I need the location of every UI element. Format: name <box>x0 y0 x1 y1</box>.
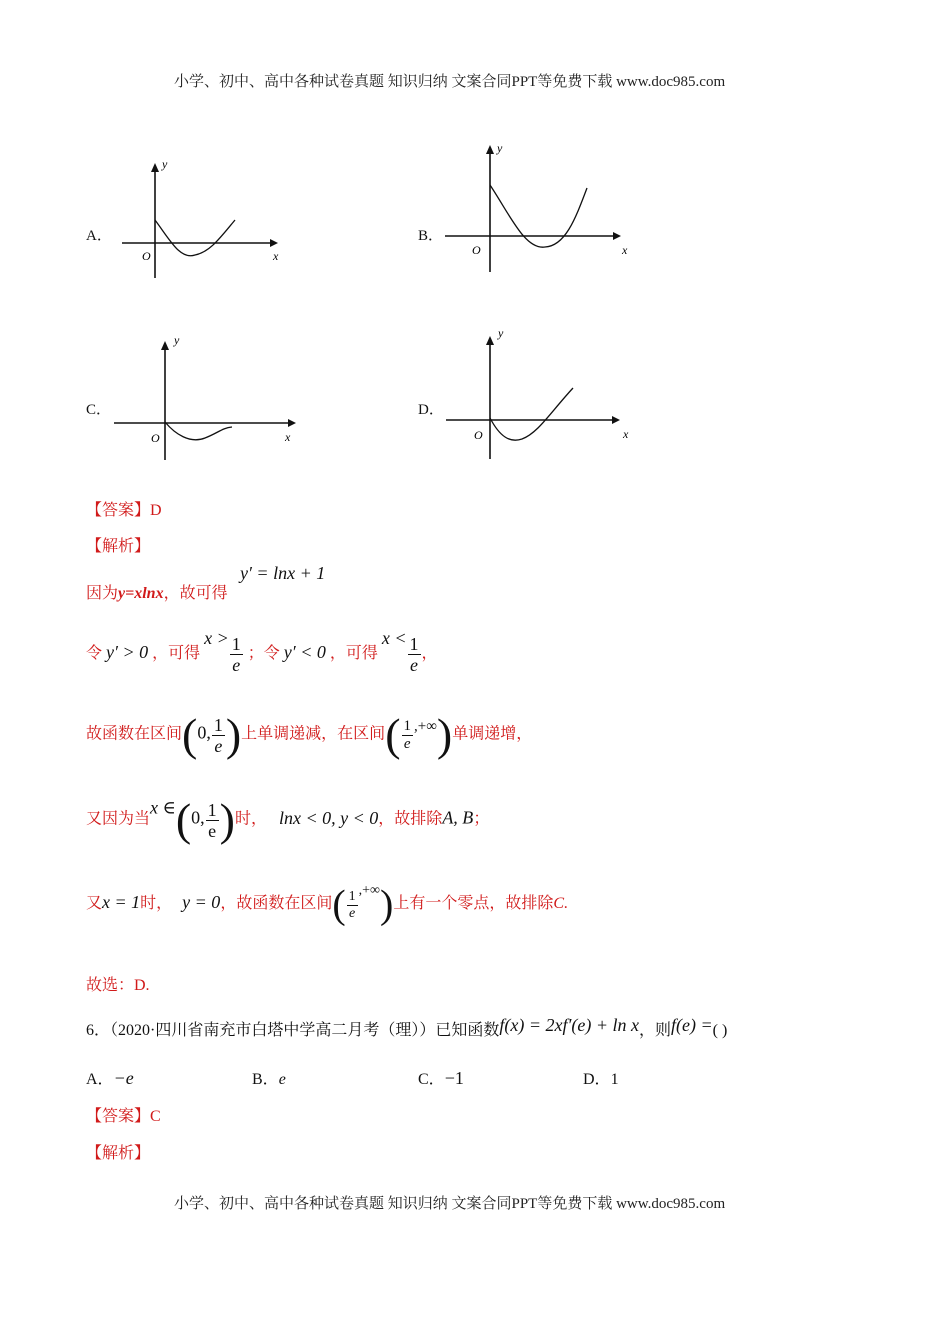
q6-source: （2020·四川省南充市白塔中学高二月考（理））已知函数 <box>110 1022 500 1039</box>
graph-d-x-label: x <box>623 427 629 441</box>
q6-function: f(x) = 2xf′(e) + ln x <box>499 1015 640 1035</box>
sol-l2-ling: 令 <box>86 645 103 662</box>
sol-l3-t3: 单调递增， <box>452 725 533 743</box>
graph-a-y-label: y <box>162 157 168 171</box>
page-header: 小学、初中、高中各种试卷真题 知识归纳 文案合同PPT等免费下载 www.doc985.com <box>174 74 726 90</box>
analysis-2-tag: 【解析】 <box>86 1145 151 1162</box>
solution-line-2 <box>86 628 438 674</box>
fraction-interval-1: $\frac{1}{e}$ <box>213 714 223 756</box>
fraction-interval-2: $\frac{1}{e}$ <box>403 717 412 752</box>
graph-label-a: A． <box>86 228 112 244</box>
graph-b <box>435 140 645 285</box>
analysis-1-tag: 【解析】 <box>86 538 151 555</box>
sol-l5-inf: ,+∞ <box>358 883 381 898</box>
q6-option-c: C．−1 <box>418 1068 464 1088</box>
question-6 <box>86 1015 727 1040</box>
graph-a-origin: O <box>142 249 151 263</box>
fraction-interval-4: $\frac{1}{e}$ <box>348 889 356 921</box>
sol-l2-x1: x > <box>204 628 229 648</box>
sol-l4-t1: 又因为当 <box>86 810 151 828</box>
sol-l3-t2: 上单调递减，在区间 <box>241 725 386 743</box>
solution-line-4: 又因为当x ∈(0, $\frac{1}{e}$ )时， lnx < 0, y < 0，故排除A, B； <box>86 794 490 845</box>
graph-d-origin: O <box>474 428 483 442</box>
sol-l5-t3: ，故函数在区间 <box>220 895 333 912</box>
q6-number: 6． <box>86 1022 111 1039</box>
q6-blank: ( ) <box>712 1022 728 1039</box>
fraction-one-over-e-a: $\frac{1}{e}$ <box>231 634 241 675</box>
graph-c-y-label: y <box>174 333 180 347</box>
sol-l2-t3: ，可得 <box>329 645 378 662</box>
sol-l4-m: lnx < 0, y < 0 <box>279 807 379 828</box>
sol-l5-y: y = 0 <box>182 892 221 912</box>
sol-l1-text2: ，故可得 <box>163 585 228 602</box>
answer-tag: 【答案】 <box>86 502 151 519</box>
graph-label-b: B． <box>418 228 444 244</box>
sol-l4-zero: 0, <box>191 807 205 828</box>
q6-option-a: A．−e <box>86 1068 134 1088</box>
graph-label-c: C． <box>86 402 112 418</box>
sol-l1-text: 因为 <box>86 585 119 602</box>
sol-l3-t1: 故函数在区间 <box>86 725 183 743</box>
solution-conclusion: 故选：D. <box>86 977 150 994</box>
sol-l2-t2: ；令 <box>247 645 280 662</box>
sol-l1-fn: y=xlnx <box>118 585 164 602</box>
sol-l5-t1: 又 <box>86 895 103 912</box>
graph-b-y-label: y <box>497 141 503 155</box>
q6-option-d: D．1 <box>583 1071 619 1088</box>
solution-line-3: 故函数在区间(0, $\frac{1}{e}$ )上单调递减，在区间( $\frac{1}{e}$ ,+∞)单调递增， <box>86 709 533 760</box>
graph-label-d: D． <box>418 402 444 418</box>
graph-c-x-label: x <box>285 430 291 444</box>
sol-l2-t1: ，可得 <box>152 645 201 662</box>
sol-l4-ab: A, B <box>442 807 474 828</box>
sol-l2-end: ， <box>421 645 438 662</box>
sol-l5-t2: 时， <box>140 895 173 912</box>
graph-c-origin: O <box>151 431 160 445</box>
answer-2 <box>86 1103 161 1126</box>
solution-line-1 <box>86 580 228 603</box>
sol-l5-t4: 上有一个零点，故排除 <box>393 895 554 912</box>
q6-then: ，则 <box>639 1022 672 1039</box>
fraction-interval-3: $\frac{1}{e}$ <box>207 799 217 841</box>
sol-l3-zero: 0, <box>197 722 211 743</box>
page-footer: 小学、初中、高中各种试卷真题 知识归纳 文案合同PPT等免费下载 www.doc985.com <box>174 1196 726 1212</box>
sol-l2-m2: y′ < 0 <box>283 642 326 662</box>
answer-1 <box>86 497 162 520</box>
answer-2-tag: 【答案】 <box>86 1108 151 1125</box>
graph-d <box>440 325 650 470</box>
fraction-one-over-e-b: $\frac{1}{e}$ <box>409 634 419 675</box>
q6-fe: f(e) = <box>671 1015 713 1035</box>
sol-l3-inf: ,+∞ <box>414 718 437 735</box>
graph-b-x-label: x <box>622 243 628 257</box>
sol-l2-m1: y′ > 0 <box>106 642 149 662</box>
answer-value: D <box>150 502 162 519</box>
q6-option-b: B．e <box>252 1071 286 1088</box>
sol-l5-c: C. <box>553 895 569 912</box>
graph-b-origin: O <box>472 243 481 257</box>
graph-c <box>110 330 310 470</box>
sol-l4-t3: ，故排除 <box>378 810 443 828</box>
solution-line-5: 又x = 1时， y = 0，故函数在区间( $\frac{1}{e}$ ,+∞)上有一个零点，故排除C. <box>86 881 569 927</box>
derivative-formula: y′ = lnx + 1 <box>240 563 326 583</box>
sol-l4-t2: 时， <box>235 810 268 828</box>
graph-d-y-label: y <box>498 326 504 340</box>
sol-l2-x2: x < <box>381 628 407 648</box>
graph-a <box>110 150 300 290</box>
graph-a-x-label: x <box>273 249 279 263</box>
sol-l5-x: x = 1 <box>102 892 141 912</box>
sol-l4-end: ； <box>473 810 490 828</box>
answer-2-value: C <box>150 1108 161 1125</box>
sol-l4-x: x ∈ <box>150 797 176 818</box>
